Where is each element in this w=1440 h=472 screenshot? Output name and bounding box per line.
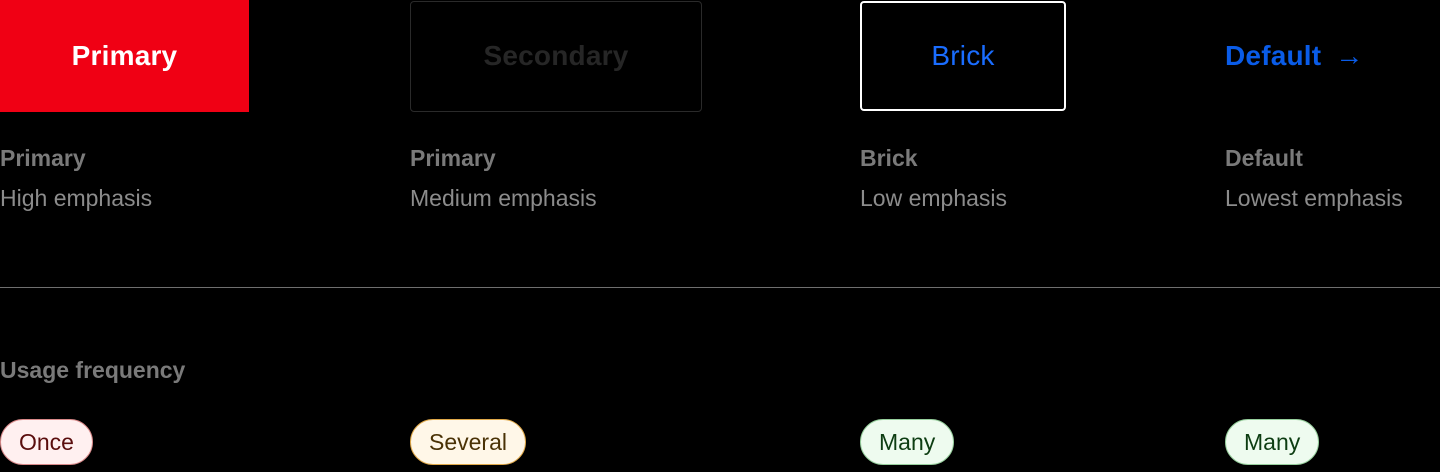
caption-subtitle: Medium emphasis: [410, 184, 597, 211]
caption-subtitle: Lowest emphasis: [1225, 184, 1403, 211]
button-examples-row: [0, 0, 1440, 112]
button-column-brick: [860, 0, 1225, 112]
caption-secondary: [410, 112, 860, 212]
caption-subtitle: Low emphasis: [860, 184, 1008, 211]
usage-column-brick: [860, 419, 1225, 465]
caption-brick: [860, 112, 1225, 212]
primary-button-label: Primary: [71, 40, 178, 71]
usage-chip: Once: [0, 419, 93, 465]
section-divider: [0, 287, 1440, 288]
default-button[interactable]: [1225, 42, 1364, 70]
caption-title: Primary: [0, 145, 86, 171]
primary-button[interactable]: [0, 0, 249, 112]
caption-title: Primary: [410, 145, 496, 171]
usage-frequency-label: Usage frequency: [0, 357, 186, 383]
usage-column-default: [1225, 419, 1440, 465]
caption-row: [0, 112, 1440, 212]
usage-chip: Several: [410, 419, 526, 465]
caption-subtitle: High emphasis: [0, 184, 153, 211]
caption-title: Default: [1225, 145, 1303, 171]
usage-column-primary: [0, 419, 410, 465]
button-column-default: [1225, 0, 1440, 112]
brick-button[interactable]: [860, 1, 1066, 111]
button-column-secondary: [410, 0, 860, 112]
usage-column-secondary: [410, 419, 860, 465]
arrow-right-icon: →: [1335, 40, 1364, 71]
usage-chip: Many: [860, 419, 954, 465]
caption-primary: [0, 112, 410, 212]
default-button-label: Default: [1225, 40, 1322, 71]
caption-title: Brick: [860, 145, 918, 171]
secondary-button[interactable]: [410, 1, 702, 112]
usage-chip: Many: [1225, 419, 1319, 465]
usage-frequency-row: [0, 419, 1440, 465]
secondary-button-label: Secondary: [483, 40, 629, 71]
button-column-primary: [0, 0, 410, 112]
caption-default: [1225, 112, 1440, 212]
brick-button-label: Brick: [931, 40, 995, 71]
